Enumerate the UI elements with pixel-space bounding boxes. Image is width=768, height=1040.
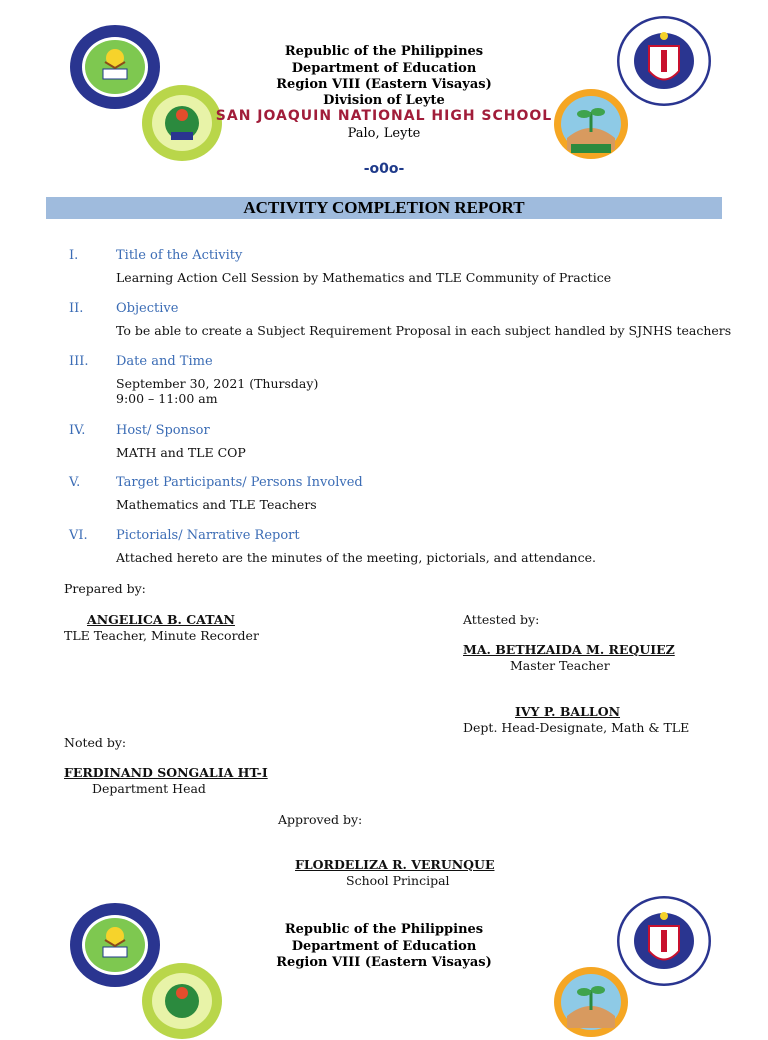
prepared-by-role: TLE Teacher, Minute Recorder	[64, 628, 259, 643]
header-divider: -o0o-	[363, 161, 405, 177]
attested-by-label: Attested by:	[463, 612, 540, 627]
header-department: Department of Education	[291, 61, 477, 76]
attested-name-1: MA. BETHZAIDA M. REQUIEZ	[463, 642, 675, 657]
section-6-text: Attached hereto are the minutes of the meeting, pictorials, and attendance.	[116, 550, 596, 565]
section-2-text: To be able to create a Subject Requirement Proposal in each subject handled by SJNHS teachers	[116, 323, 732, 338]
section-4-label: Host/ Sponsor	[116, 423, 210, 438]
header-region: Region VIII (Eastern Visayas)	[276, 77, 492, 92]
section-1-label: Title of the Activity	[116, 248, 243, 263]
prepared-by-label: Prepared by:	[64, 581, 146, 596]
section-3-date: September 30, 2021 (Thursday)	[116, 376, 319, 391]
noted-by-name: FERDINAND SONGALIA HT-I	[64, 765, 268, 780]
section-4-number: IV.	[69, 423, 86, 438]
section-2-number: II.	[69, 301, 84, 316]
section-3-number: III.	[69, 354, 89, 369]
attested-role-2: Dept. Head-Designate, Math & TLE	[463, 720, 690, 735]
prepared-by-name: ANGELICA B. CATAN	[87, 612, 235, 627]
seedling-icon	[553, 966, 629, 1038]
header-division: Division of Leyte	[323, 93, 445, 108]
section-5-label: Target Participants/ Persons Involved	[116, 475, 363, 490]
attested-role-1: Master Teacher	[510, 658, 610, 673]
school-name: SAN JOAQUIN NATIONAL HIGH SCHOOL	[215, 108, 553, 124]
page2-header-republic: Republic of the Philippines	[284, 922, 484, 937]
section-6-label: Pictorials/ Narrative Report	[116, 528, 300, 543]
noted-by-label: Noted by:	[64, 735, 127, 750]
section-6-number: VI.	[69, 528, 88, 543]
section-1-number: I.	[69, 248, 79, 263]
noted-by-role: Department Head	[92, 781, 206, 796]
section-3-time: 9:00 – 11:00 am	[116, 391, 218, 406]
section-4-text: MATH and TLE COP	[116, 445, 246, 460]
attested-name-2: IVY P. BALLON	[515, 704, 621, 719]
section-1-text: Learning Action Cell Session by Mathematics and TLE Community of Practice	[116, 270, 612, 285]
section-5-number: V.	[69, 475, 81, 490]
section-3-label: Date and Time	[116, 354, 213, 369]
section-5-text: Mathematics and TLE Teachers	[116, 497, 317, 512]
school-location: Palo, Leyte	[347, 126, 421, 141]
approved-by-role: School Principal	[346, 873, 450, 888]
page2-header-region: Region VIII (Eastern Visayas)	[276, 955, 492, 970]
approved-by-label: Approved by:	[278, 812, 363, 827]
page2-header-department: Department of Education	[291, 939, 477, 954]
seal-slupad-2	[141, 962, 223, 1040]
seal-seedling-2	[553, 966, 629, 1038]
approved-by-name: FLORDELIZA R. VERUNQUE	[295, 857, 495, 872]
slupad-seal-icon	[141, 962, 223, 1040]
section-2-label: Objective	[116, 301, 179, 316]
header-republic: Republic of the Philippines	[284, 44, 484, 59]
report-title: ACTIVITY COMPLETION REPORT	[243, 198, 525, 217]
title-banner	[46, 197, 722, 219]
